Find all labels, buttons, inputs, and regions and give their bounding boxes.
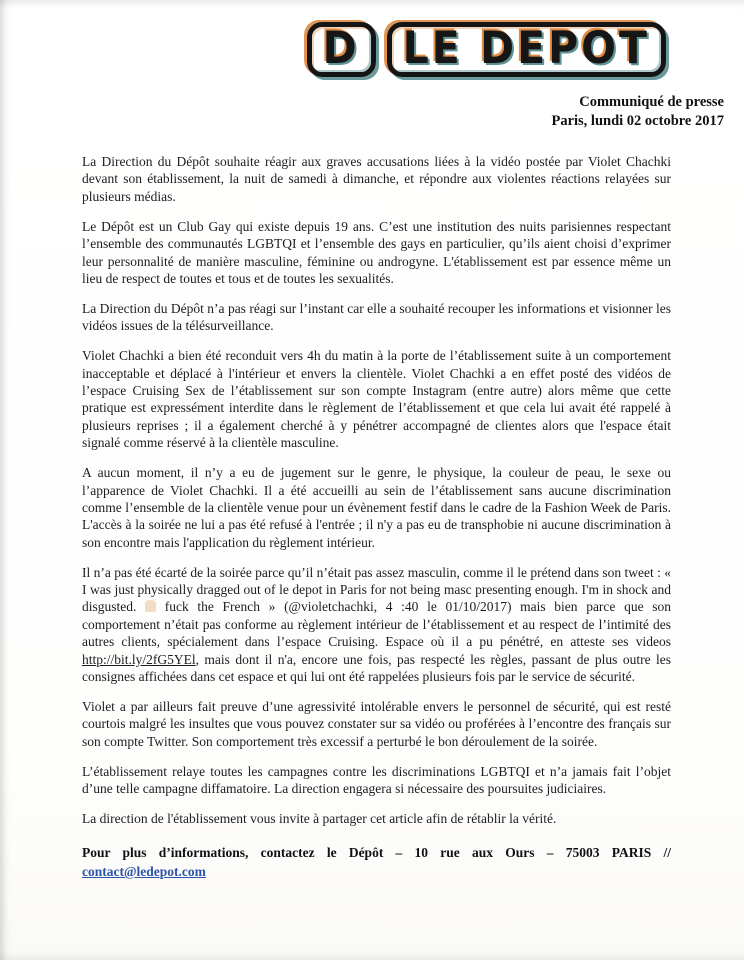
logo-wordmark-badge (387, 22, 666, 77)
paragraph-lgbtqi-campaigns: L’établissement relaye toutes les campagnes contre les discriminations LGBTQI et n’a jamais fait l’objet d’une telle campagne diffamatoire. La direction engagera si nécessaire des poursuites judiciaires. (82, 763, 671, 797)
paragraph-no-discrimination: A aucun moment, il n’y a eu de jugement sur le genre, le physique, la couleur de peau, le sexe ou l’apparence de Violet Chachki. Il a été accueilli au sein de l’établissement sans aucune discrimination comme l’ensemble de la clientèle venue pour un évènement festif dans le cadre de la Fashion Week de Paris. L'accès à la soirée ne lui a pas été refusé à l'entrée ; il n'y a pas eu de transphobie ni aucune discrimination à son encontre mais l'application du règlement intérieur. (82, 465, 671, 550)
paragraph-share-invite: La direction de l'établissement vous invite à partager cet article afin de rétablir la vérité. (82, 811, 557, 826)
paragraph-intro: La Direction du Dépôt souhaite réagir aux graves accusations liées à la vidéo postée par Violet Chachki devant son établissement, la nuit de samedi à dimanche, et répondre aux violentes réactions relayées sur plusieurs médias. (82, 154, 671, 204)
le-depot-logo (307, 22, 666, 77)
press-release-title: Communiqué de presse (579, 94, 724, 110)
logo-wordmark-text: LE DEPOT (402, 22, 650, 74)
paragraph-tweet-response (82, 564, 671, 686)
bitly-video-link[interactable]: http://bit.ly/2fG5YEl (82, 651, 196, 667)
header-block (0, 93, 744, 130)
logo-d-letter: D (322, 22, 360, 74)
text-after-link: , mais dont il n'a, encore une fois, pas respecté les règles, passant de plus outre les consignes affichées dans cet espace et qui lui ont été rappelées plusieurs fois par le service de sécurité. (82, 651, 671, 685)
footer-contact (0, 840, 744, 881)
contact-info-text: Pour plus d’informations, contactez le Dépôt – 10 rue aux Ours – 75003 PARIS // (82, 844, 671, 860)
body-content (0, 153, 744, 827)
paragraph-eviction-details: Violet Chachki a bien été reconduit vers 4h du matin à la porte de l’établissement suite à un comportement inacceptable et déplacé à l'intérieur et envers la clientèle. Violet Chachki a en effet posté des vidéos de l’espace Cruising Sex de l’établissement sur son compte Instagram (entre autre) alors même que cette pratique est expressément interdite dans le règlement de l’établissement et que cela lui avait été rappelé à plusieurs reprises ; il a également cherché à y pénétrer accompagné de clientes alors que l'espace était signalé comme réservé à la clientèle masculine. (82, 348, 671, 451)
paragraph-aggressivity: Violet a par ailleurs fait preuve d’une agressivité intolérable envers le personnel de sécurité, qui est resté courtois malgré les insultes que vous pouvez constater sur sa vidéo ou proférées à l’encontre des français sur son compte Twitter. Son comportement très excessif a perturbé le bon déroulement de la soirée. (82, 698, 671, 749)
dateline: Paris, lundi 02 octobre 2017 (551, 112, 724, 129)
middle-finger-emoji (145, 600, 156, 612)
tweet-text-before-emoji: Il n’a pas été écarté de la soirée parce qu’il n’était pas assez masculin, comme il le prétend dans son tweet : « I was just physically dragged out of le depot in Paris for not being masc presenting enough. I'm in shock and disgusted. (82, 564, 671, 615)
paragraph-no-immediate-reaction: La Direction du Dépôt n’a pas réagi sur l’instant car elle a souhaité recouper les informations et visionner les vidéos issues de la télésurveillance. (82, 300, 671, 334)
logo-d-badge-icon (307, 22, 376, 77)
tweet-text-after-emoji: fuck the French » (@violetchachki, 4 :40 le 01/10/2017) mais bien parce que son comportement n’était pas conforme au règlement intérieur de l’établissement et au respect de l’intimité des autres clients, spécialement dans l’espace Cruising. Espace où il a pu pénétré, en atteste ses videos (82, 599, 671, 650)
paragraph-club-history: Le Dépôt est un Club Gay qui existe depuis 19 ans. C’est une institution des nuits parisiennes respectant l’ensemble des communautés LGBTQI et l’ensemble des gays en particulier, qu’ils aient choisi d’exprimer leur personnalité de manière masculine, féminine ou androgyne. L'établissement est par essence même un lieu de respect de toutes et tous et de toutes les sexualités. (82, 218, 671, 286)
contact-email-link[interactable]: contact@ledepot.com (82, 863, 206, 879)
